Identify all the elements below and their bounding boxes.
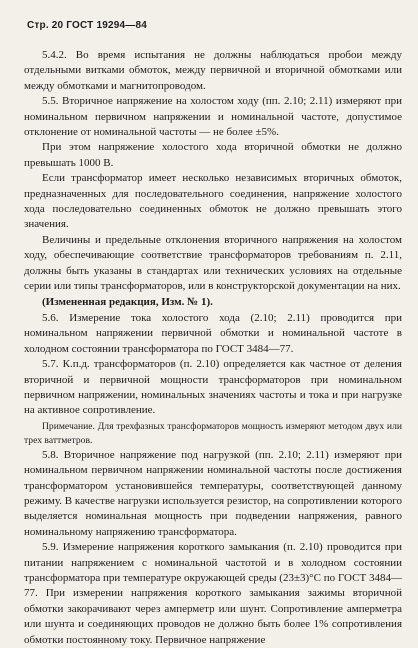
paragraph-5-5-series: Если трансформатор имеет несколько независимых вторичных обмоток, предназначенных для последовательного соединения, напряжение холостого хода последовательно соединенных обмоток не должно превышать этого значения.	[24, 172, 402, 231]
page-header: Стр. 20 ГОСТ 19294—84	[27, 20, 147, 31]
paragraph-5-5-limit: При этом напряжение холостого хода вторичной обмотки не должно превышать 1000 В.	[24, 141, 402, 169]
note-three-phase: Примечание. Для трехфазных трансформаторов мощность измеряют методом двух или трех ваттметров.	[24, 420, 402, 446]
paragraph-5-4-2: 5.4.2. Во время испытания не должны наблюдаться пробои между отдельными витками обмоток, между первичной и вторичной обмотками или между обмотками и магнитопроводом.	[24, 49, 402, 92]
paragraph-5-5-deviations: Величины и предельные отклонения вторичного напряжения на холостом ходу, обеспечивающие соответствие трансформаторов требованиям п. 2.11, должны быть указаны в стандартах или технических условиях на отдельные серии или типы трансформаторов, или в конструкторской документации на них.	[24, 233, 402, 293]
paragraph-5-5: 5.5. Вторичное напряжение на холостом ходу (пп. 2.10; 2.11) измеряют при номинальном первичном напряжении и номинальной частоте, допустимое отклонение от номинальной частоты — не более ±5%.	[24, 95, 402, 139]
paragraph-5-7: 5.7. К.п.д. трансформаторов (п. 2.10) определяется как частное от деления вторичной и первичной мощности трансформаторов при номинальном первичном напряжении, номинальных значениях частоты и тока и при нагрузке на активное сопротивление.	[24, 358, 402, 417]
amendment-note: (Измененная редакция, Изм. № 1).	[42, 295, 213, 308]
paragraph-5-9: 5.9. Измерение напряжения короткого замыкания (п. 2.10) проводится при питании напряжением с номинальной частотой и в холодном состоянии трансформатора при температуре окружающей среды (23±3)°С по ГОСТ 3484—77. При измерении напряжения короткого замыкания зажимы вторичной обмотки закорачивают через амперметр или шунт. Сопротивление амперметра или шунта и соединяющих проводов не должно быть более 1% сопротивления обмотки постоянному току. Первичное напряжение	[24, 541, 402, 646]
paragraph-5-6: 5.6. Измерение тока холостого хода (2.10; 2.11) проводится при номинальном напряжении первичной обмотки и номинальной частоте в холодном состоянии трансформатора по ГОСТ 3484—77.	[24, 311, 402, 355]
paragraph-5-8: 5.8. Вторичное напряжение под нагрузкой (пп. 2.10; 2.11) измеряют при номинальном первичном напряжении номинальной частоты после достижения трансформатором установившейся температуры, соответствующей данному режиму. В качестве нагрузки используется резистор, на сопротивлении которого выделяется номинальная мощность при подведении напряжения, равного номинальному напряжению трансформатора.	[24, 448, 402, 538]
